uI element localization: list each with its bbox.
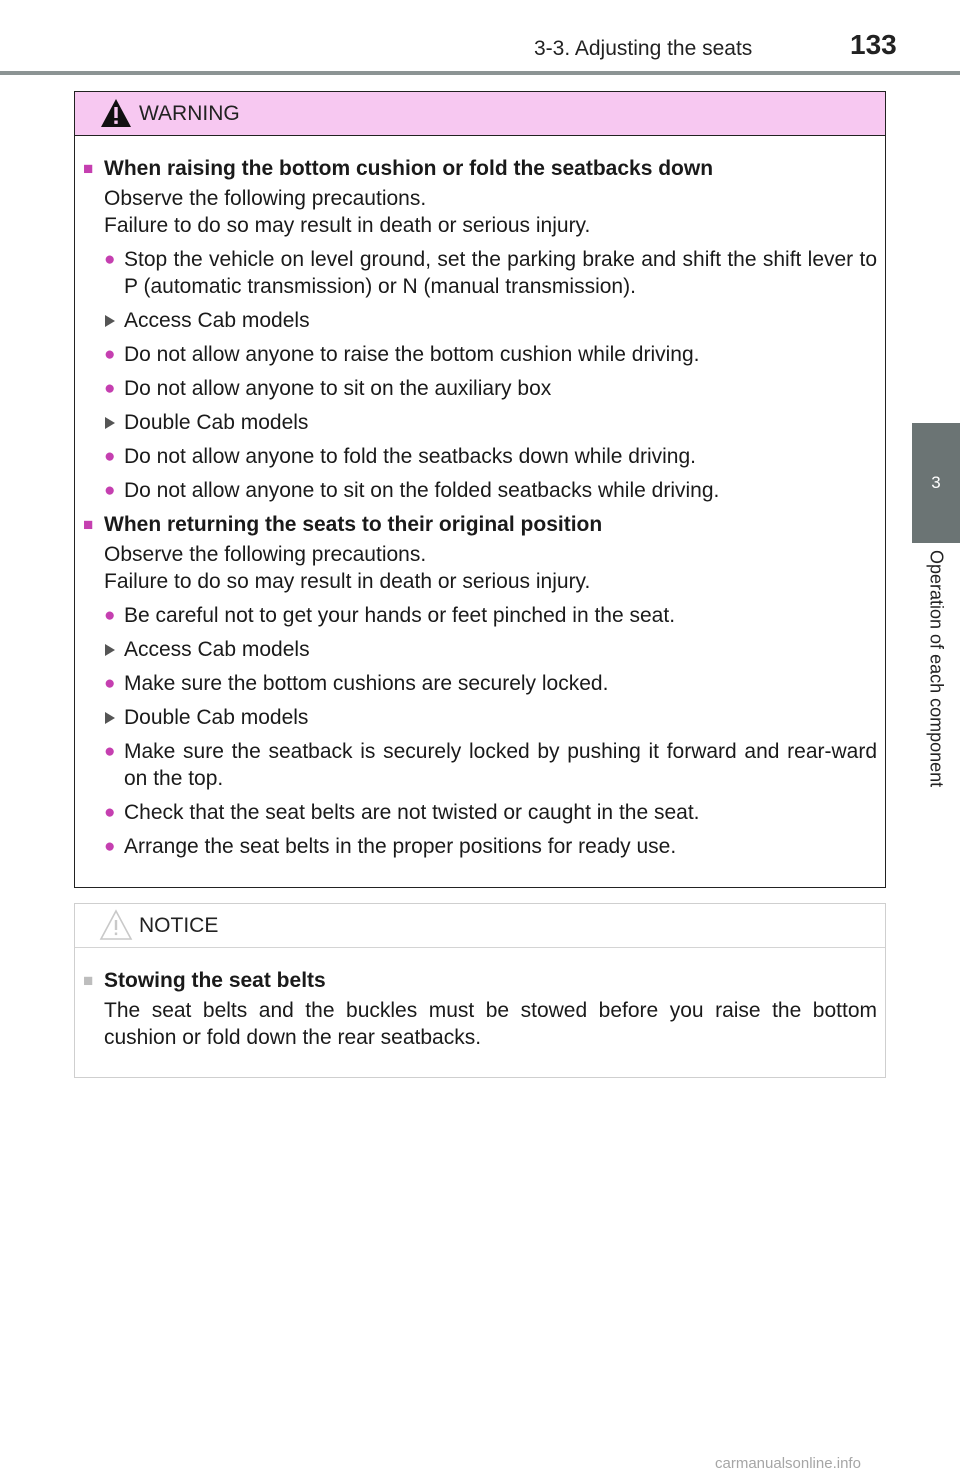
chapter-number: 3	[931, 473, 941, 492]
square-bullet-icon: ■	[83, 515, 94, 534]
chapter-tab	[912, 423, 960, 543]
list-item: ● Arrange the seat belts in the proper positions for ready use.	[104, 835, 677, 858]
triangle-right-icon	[104, 636, 124, 663]
notice-body	[75, 948, 885, 1051]
page-number: 133	[850, 29, 897, 60]
model-heading: Access Cab models	[83, 636, 877, 663]
model-heading: Access Cab models	[83, 307, 877, 334]
list-item: ● Do not allow anyone to fold the seatbacks down while driving.	[104, 445, 697, 468]
warning-header	[75, 92, 885, 136]
warning-body	[75, 136, 885, 860]
warning-box	[74, 91, 886, 888]
warning-triangle-icon	[99, 97, 133, 135]
circle-bullet-icon: ●	[104, 741, 116, 762]
circle-bullet-icon: ●	[104, 802, 116, 823]
warning-label: WARNING	[139, 101, 240, 125]
intro-paragraph: Observe the following precautions. Failure to do so may result in death or serious injury.	[104, 187, 591, 237]
section-heading: ■ When raising the bottom cushion or fold the seatbacks down	[83, 157, 714, 180]
model-heading: Double Cab models	[83, 409, 877, 436]
circle-bullet-icon: ●	[104, 378, 116, 399]
list-item: ● Check that the seat belts are not twisted or caught in the seat.	[104, 801, 700, 824]
notice-header	[75, 904, 885, 948]
triangle-right-icon	[104, 409, 124, 436]
square-bullet-icon: ■	[83, 159, 94, 178]
caution-triangle-outline-icon	[99, 909, 133, 947]
notice-box	[74, 903, 886, 1078]
chapter-title: Operation of each component	[926, 550, 947, 788]
intro-paragraph: Observe the following precautions. Failure to do so may result in death or serious injury.	[104, 543, 591, 593]
list-item: ● Do not allow anyone to sit on the folded seatbacks while driving.	[104, 479, 720, 502]
notice-label: NOTICE	[139, 913, 219, 937]
list-item: ● Make sure the bottom cushions are securely locked.	[104, 672, 609, 695]
section-heading: ■ Stowing the seat belts	[83, 969, 326, 992]
circle-bullet-icon: ●	[104, 605, 116, 626]
list-item: ● Be careful not to get your hands or feet pinched in the seat.	[104, 604, 676, 627]
model-heading: Double Cab models	[83, 704, 877, 731]
triangle-right-icon	[104, 704, 124, 731]
list-item: ● Stop the vehicle on level ground, set the parking brake and shift the shift lever to P (automatic transmission) or N (manual transmission).	[104, 248, 877, 298]
circle-bullet-icon: ●	[104, 446, 116, 467]
list-item: ● Make sure the seatback is securely locked by pushing it forward and rear-ward on the top.	[104, 740, 877, 790]
watermark: carmanualsonline.info	[715, 1455, 861, 1472]
section-heading: ■ When returning the seats to their original position	[83, 513, 603, 536]
header-divider	[0, 71, 960, 75]
circle-bullet-icon: ●	[104, 480, 116, 501]
triangle-right-icon	[104, 307, 124, 334]
circle-bullet-icon: ●	[104, 249, 116, 270]
circle-bullet-icon: ●	[104, 344, 116, 365]
circle-bullet-icon: ●	[104, 673, 116, 694]
list-item: ● Do not allow anyone to raise the bottom cushion while driving.	[104, 343, 700, 366]
chapter-title-vertical	[912, 550, 960, 850]
section-title: 3-3. Adjusting the seats	[534, 37, 753, 60]
notice-paragraph: The seat belts and the buckles must be stowed before you raise the bottom cushion or fold down the rear seatbacks.	[104, 999, 877, 1049]
circle-bullet-icon: ●	[104, 836, 116, 857]
square-bullet-icon: ■	[83, 971, 94, 990]
list-item: ● Do not allow anyone to sit on the auxiliary box	[104, 377, 552, 400]
